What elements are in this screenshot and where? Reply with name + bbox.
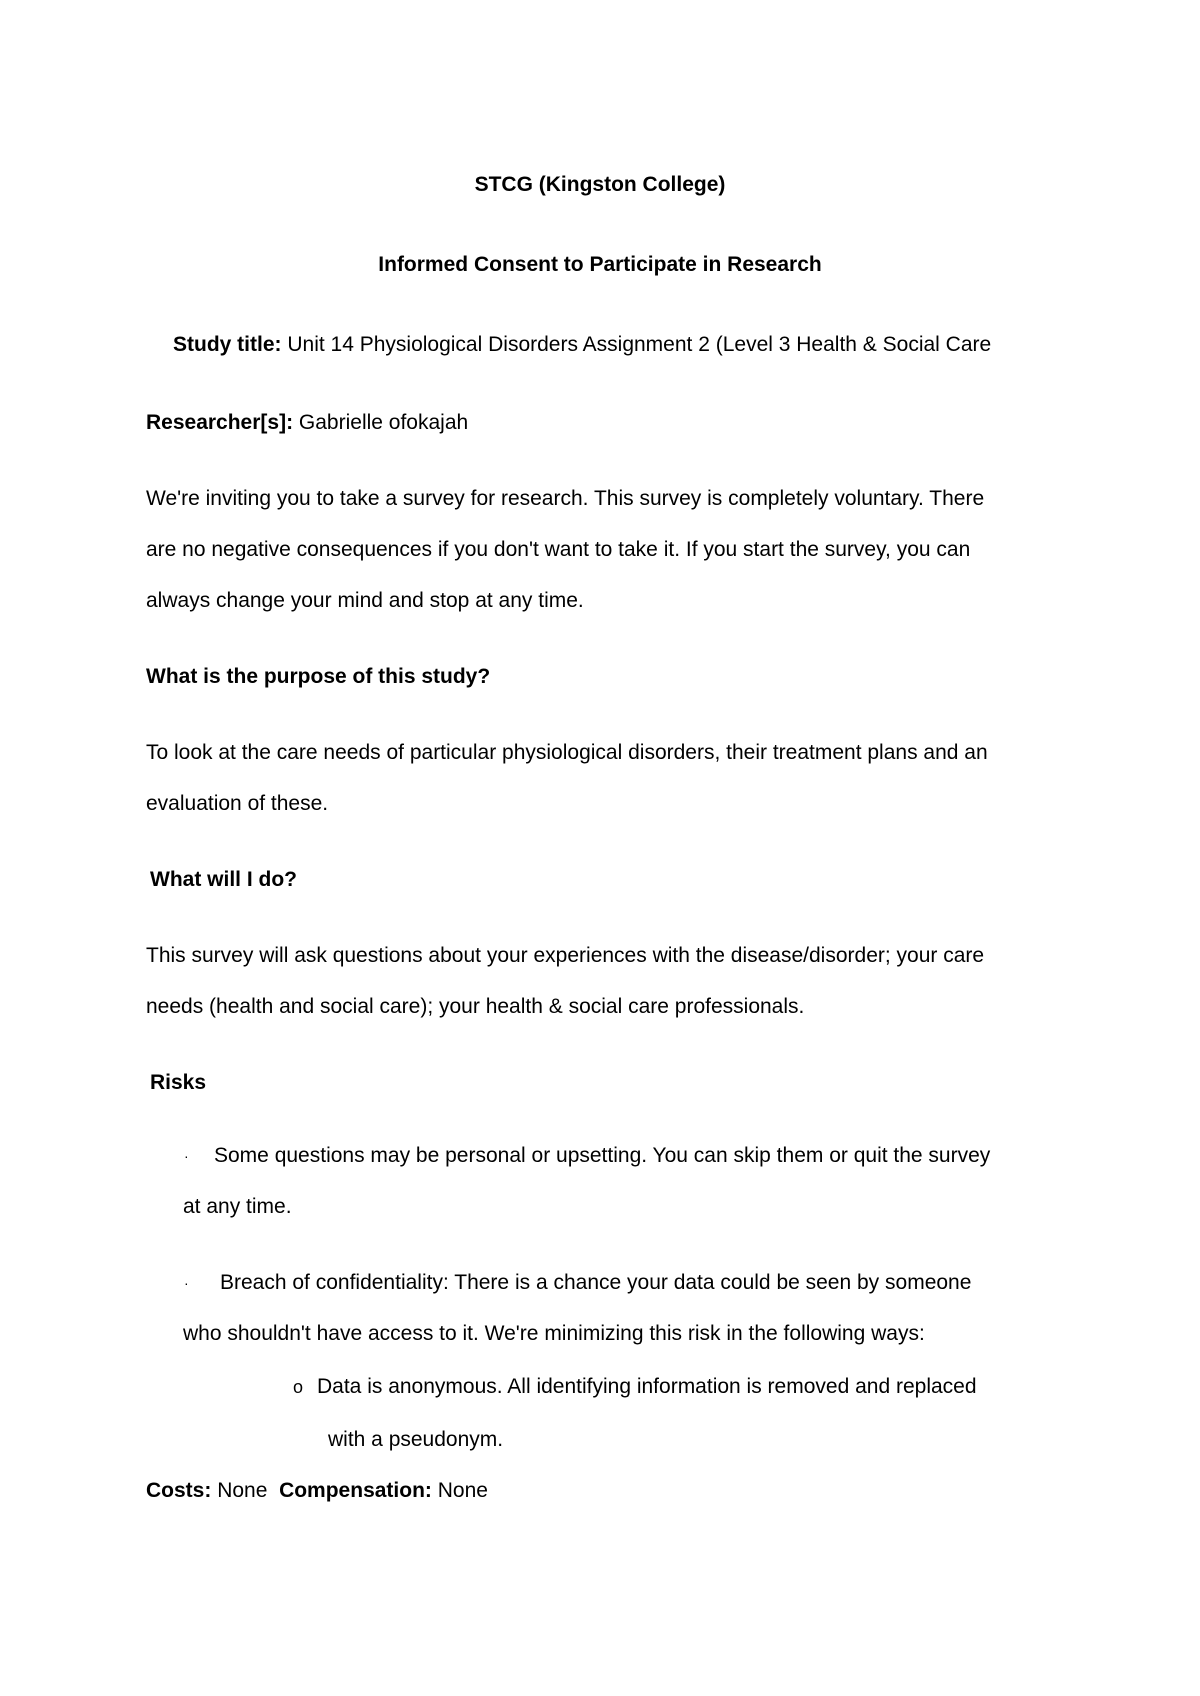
risk-item-continuation: at any time. xyxy=(183,1195,292,1218)
compensation-label: Compensation: xyxy=(279,1479,432,1502)
sub-risk-item-continuation: with a pseudonym. xyxy=(328,1428,504,1451)
circle-bullet-icon: o xyxy=(293,1377,304,1397)
study-title-value: Unit 14 Physiological Disorders Assignment 2 (Level 3 Health & Social Care xyxy=(287,333,992,356)
intro-line: We're inviting you to take a survey for research. This survey is completely voluntary. There xyxy=(146,487,985,510)
risk-item-continuation: who shouldn't have access to it. We're minimizing this risk in the following ways: xyxy=(183,1322,925,1345)
risks-heading: Risks xyxy=(150,1071,207,1094)
form-title: Informed Consent to Participate in Research xyxy=(378,253,822,276)
costs-compensation-line xyxy=(146,1478,488,1504)
purpose-heading: What is the purpose of this study? xyxy=(146,665,491,688)
researcher-value: Gabrielle ofokajah xyxy=(298,411,469,434)
purpose-line: To look at the care needs of particular physiological disorders, their treatment plans and an xyxy=(146,741,988,764)
purpose-line: evaluation of these. xyxy=(146,792,329,815)
risk-item xyxy=(184,1143,990,1169)
researcher-label: Researcher[s]: xyxy=(146,411,294,434)
procedure-heading: What will I do? xyxy=(150,868,297,891)
procedure-line: needs (health and social care); your health & social care professionals. xyxy=(146,995,805,1018)
procedure-line: This survey will ask questions about your experiences with the disease/disorder; your care xyxy=(146,944,985,967)
intro-line: are no negative consequences if you don't want to take it. If you start the survey, you can xyxy=(146,538,971,561)
bullet-icon: · xyxy=(184,1148,189,1164)
sub-risk-item-text: Data is anonymous. All identifying information is removed and replaced xyxy=(317,1375,977,1398)
study-title-line xyxy=(173,332,991,358)
researcher-line xyxy=(146,410,468,436)
bullet-icon: · xyxy=(184,1275,189,1291)
risk-item xyxy=(184,1270,971,1296)
institution-heading: STCG (Kingston College) xyxy=(474,173,726,196)
intro-line: always change your mind and stop at any time. xyxy=(146,589,584,612)
risk-item-text: Some questions may be personal or upsetting. You can skip them or quit the survey xyxy=(214,1144,991,1167)
costs-value: None xyxy=(217,1479,268,1502)
costs-label: Costs: xyxy=(146,1479,212,1502)
risk-item-text: Breach of confidentiality: There is a chance your data could be seen by someone xyxy=(220,1271,972,1294)
sub-risk-item xyxy=(293,1374,977,1400)
compensation-value: None xyxy=(437,1479,488,1502)
study-title-label: Study title: xyxy=(173,333,282,356)
